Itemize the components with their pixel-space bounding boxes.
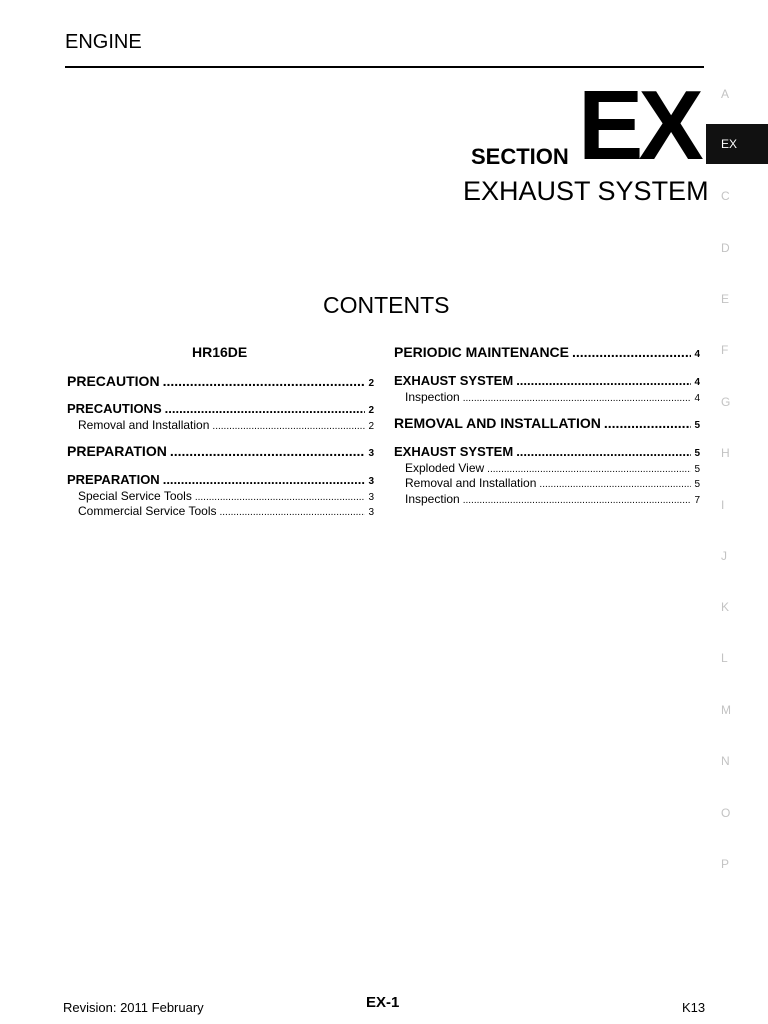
toc-leader <box>163 472 366 487</box>
toc-entry[interactable] <box>78 418 374 432</box>
side-tab-d[interactable]: D <box>721 241 730 255</box>
side-tab-p[interactable]: P <box>721 857 730 871</box>
toc-page: 4 <box>694 393 700 404</box>
toc-page: 3 <box>368 448 374 459</box>
toc-label: REMOVAL AND INSTALLATION <box>394 415 601 431</box>
side-tab-h[interactable]: H <box>721 446 730 460</box>
side-tab-m[interactable]: M <box>721 703 731 717</box>
toc-entry[interactable] <box>78 489 374 503</box>
side-tab-n[interactable]: N <box>721 754 730 768</box>
toc-page: 2 <box>368 405 374 416</box>
contents-title: CONTENTS <box>323 292 450 318</box>
toc-leader <box>516 373 691 388</box>
toc-leader <box>220 507 366 518</box>
toc-entry[interactable] <box>67 373 374 389</box>
side-tab-f[interactable]: F <box>721 343 729 357</box>
toc-page: 4 <box>694 377 700 388</box>
toc-entry[interactable] <box>394 415 700 431</box>
toc-entry[interactable] <box>394 344 700 360</box>
section-label: SECTION <box>471 144 569 169</box>
section-name: EXHAUST SYSTEM <box>463 176 709 206</box>
side-tab-a[interactable]: A <box>721 87 730 101</box>
toc-entry[interactable] <box>405 461 700 475</box>
toc-leader <box>539 479 691 490</box>
toc-entry[interactable] <box>67 443 374 459</box>
side-tab-k[interactable]: K <box>721 600 730 614</box>
engine-model-heading: HR16DE <box>192 344 248 360</box>
side-tab-i[interactable]: I <box>721 498 725 512</box>
toc-leader <box>487 464 691 475</box>
toc-label: Exploded View <box>405 461 485 475</box>
toc-entry[interactable] <box>67 472 374 487</box>
toc-entry[interactable] <box>394 373 700 388</box>
header-title: ENGINE <box>65 31 142 53</box>
toc-leader <box>163 373 366 389</box>
toc-page: 4 <box>694 349 700 360</box>
toc-page: 5 <box>694 420 700 431</box>
toc-page: 3 <box>368 507 374 518</box>
toc-leader <box>463 495 692 506</box>
footer-page-number: EX-1 <box>366 994 400 1011</box>
toc-label: Removal and Installation <box>405 476 537 490</box>
footer-model: K13 <box>682 1000 706 1015</box>
toc-entry[interactable] <box>78 504 374 518</box>
toc-page: 5 <box>694 464 700 475</box>
toc-page: 7 <box>694 495 700 506</box>
toc-label: EXHAUST SYSTEM <box>394 444 514 459</box>
section-code: EX <box>578 70 699 180</box>
toc-page: 3 <box>368 492 374 503</box>
toc-leader <box>463 393 692 404</box>
toc-page: 3 <box>368 476 374 487</box>
toc-leader <box>572 344 691 360</box>
toc-label: EXHAUST SYSTEM <box>394 373 514 388</box>
toc-label: PERIODIC MAINTENANCE <box>394 344 570 360</box>
side-tab-g[interactable]: G <box>721 395 731 409</box>
toc-label: Removal and Installation <box>78 418 210 432</box>
toc-entry[interactable] <box>405 390 700 404</box>
toc-leader <box>604 415 692 431</box>
toc-label: Inspection <box>405 492 460 506</box>
toc-label: Inspection <box>405 390 460 404</box>
toc-page: 2 <box>368 421 374 432</box>
toc-entry[interactable] <box>405 492 700 506</box>
side-tab-j[interactable]: J <box>721 549 727 563</box>
toc-label: Commercial Service Tools <box>78 504 217 518</box>
toc-leader <box>165 401 366 416</box>
footer-revision: Revision: 2011 February <box>63 1000 204 1015</box>
toc-page: 5 <box>694 479 700 490</box>
toc-label: PRECAUTION <box>67 373 160 389</box>
toc-leader <box>516 444 691 459</box>
toc-leader <box>212 421 365 432</box>
side-tab-c[interactable]: C <box>721 189 730 203</box>
side-tab-e[interactable]: E <box>721 292 730 306</box>
toc-label: PREPARATION <box>67 472 160 487</box>
toc-page: 2 <box>368 378 374 389</box>
toc-label: PRECAUTIONS <box>67 401 162 416</box>
toc-label: PREPARATION <box>67 443 167 459</box>
side-tab-o[interactable]: O <box>721 806 731 820</box>
header-divider <box>65 66 704 68</box>
toc-leader <box>195 492 366 503</box>
toc-label: Special Service Tools <box>78 489 192 503</box>
side-tab-ex[interactable]: EX <box>706 124 768 164</box>
toc-leader <box>170 443 366 459</box>
toc-entry[interactable] <box>394 444 700 459</box>
toc-page: 5 <box>694 448 700 459</box>
toc-entry[interactable] <box>405 476 700 490</box>
toc-entry[interactable] <box>67 401 374 416</box>
side-tab-l[interactable]: L <box>721 651 728 665</box>
